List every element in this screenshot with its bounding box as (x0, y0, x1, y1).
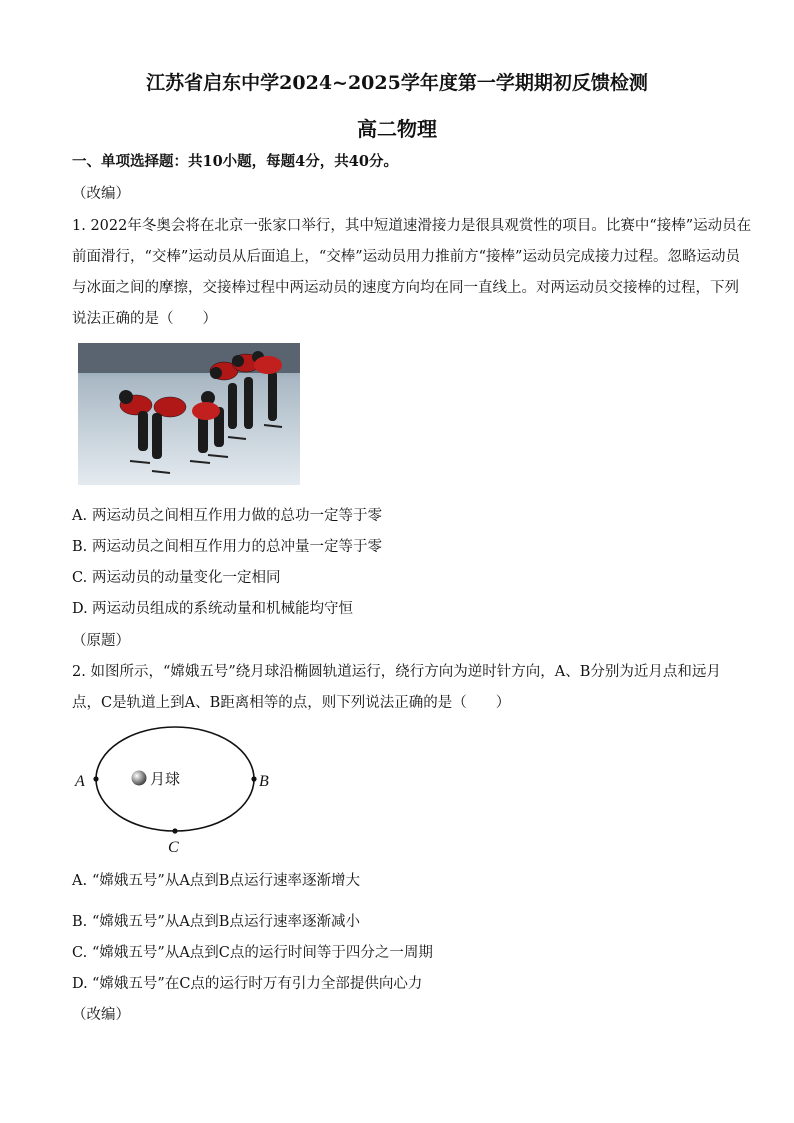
point-b-dot (251, 776, 256, 781)
q2-option-a: A. “嫦娥五号”从A点到B点运行速率逐渐增大 (72, 873, 360, 889)
q1-option-d: D. 两运动员组成的系统动量和机械能均守恒 (72, 601, 353, 617)
q2-tag: （原题） (72, 633, 130, 649)
speed-skating-photo (78, 343, 300, 485)
q1-stem-line4: 说法正确的是（ ） (72, 311, 217, 327)
page-subtitle: 高二物理 (357, 117, 437, 141)
q1-stem-line3: 与冰面之间的摩擦，交接棒过程中两运动员的速度方向均在同一直线上。对两运动员交接棒的过程，下列 (72, 280, 739, 296)
q1-stem-line2: 前面滑行，“交棒”运动员从后面追上，“交棒”运动员用力推前方“接棒”运动员完成接力过程。忽略运动员 (72, 249, 740, 265)
point-c-dot (172, 828, 177, 833)
q1-stem-line1: 1. 2022年冬奥会将在北京一张家口举行，其中短道速滑接力是很具观赏性的项目。比赛中“接棒”运动员在 (72, 218, 752, 234)
point-a-dot (93, 776, 98, 781)
point-b-label: B (259, 773, 269, 790)
q1-option-c: C. 两运动员的动量变化一定相同 (72, 570, 281, 586)
page-title: 江苏省启东中学2024~2025学年度第一学期期初反馈检测 (146, 72, 648, 94)
q2-option-c: C. “嫦娥五号”从A点到C点的运行时间等于四分之一周期 (72, 945, 433, 961)
orbit-diagram (70, 720, 280, 860)
q2-stem-line1: 2. 如图所示，“嫦娥五号”绕月球沿椭圆轨道运行，绕行方向为逆时针方向，A、B分别为近月点和远月 (72, 664, 721, 680)
moon-label: 月球 (150, 770, 181, 788)
q2-option-d: D. “嫦娥五号”在C点的运行时万有引力全部提供向心力 (72, 976, 423, 992)
q2-option-b: B. “嫦娥五号”从A点到B点运行速率逐渐减小 (72, 914, 360, 930)
section-heading: 一、单项选择题：共10小题，每题4分，共40分。 (72, 153, 398, 170)
point-a-label: A (75, 773, 85, 790)
q1-option-b: B. 两运动员之间相互作用力的总冲量一定等于零 (72, 539, 382, 555)
point-c-label: C (168, 839, 179, 856)
moon-icon (132, 771, 147, 786)
q3-tag: （改编） (72, 1007, 130, 1023)
q2-stem-line2: 点，C是轨道上到A、B距离相等的点，则下列说法正确的是（ ） (72, 695, 511, 711)
q1-option-a: A. 两运动员之间相互作用力做的总功一定等于零 (72, 508, 382, 524)
q1-tag: （改编） (72, 186, 130, 202)
